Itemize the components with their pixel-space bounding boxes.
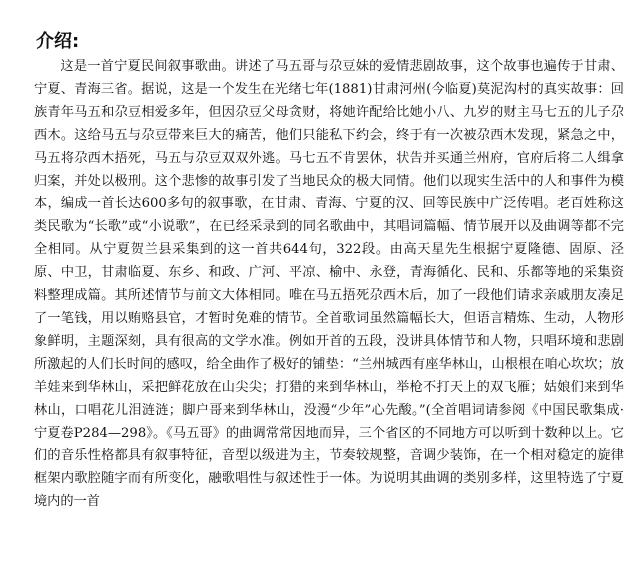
section-heading: 介绍: xyxy=(36,31,80,52)
cropped-bottom-mask xyxy=(34,544,624,556)
document-body xyxy=(34,30,624,556)
body-paragraph: 这是一首宁夏民间叙事歌曲。讲述了马五哥与尕豆妹的爱情悲剧故事，这个故事也遍传于甘肃、宁夏、青海三省。据说，这是一个发生在光绪七年(1881)甘肃河州(今临夏)莫泥沟村的真实故事：回族青年马五和尕豆相爱多年，但因尕豆父母贪财，将她许配给比她小八、九岁的财主马七五的儿子尕西木。这给马五与尕豆带来巨大的痛苦，他们只能私下约会，终于有一次被尕西木发现，紧急之中，马五将尕西木捂死，马五与尕豆双双外逃。马七五不肯罢休，状告并买通兰州府，官府后将二人缉拿归案，并处以极刑。这个悲惨的故事引发了当地民众的极大同情。他们以现实生活中的人和事件为模本，编成一首长达600多句的叙事歌，在甘肃、青海、宁夏的汉、回等民族中广泛传唱。老百姓称这类民歌为“长歌”或“小说歌”，在已经采录到的同名歌曲中，其唱词篇幅、情节展开以及曲调等都不完全相同。从宁夏贺兰县采集到的这一首共644句，322段。由高天星先生根据宁夏隆德、固原、泾原、中卫，甘肃临夏、东乡、和政、广河、平凉、榆中、永登，青海循化、民和、乐都等地的采集资料整理成篇。其所述情节与前文大体相同。唯在马五捂死尕西木后，加了一段他们请求亲戚朋友凑足了一笔钱，用以贿赂县官，才暂时免难的情节。全首歌词虽然篇幅长大，但语言精炼、生动，人物形象鲜明，主题深刻，具有很高的文学水准。例如开首的五段，没讲具体情节和人物，只唱环境和悲剧所激起的人们长时间的感叹，给全曲作了极好的铺垫：“兰州城西有座华林山，山根根在咱心坎坎；放羊娃来到华林山，采把鲜花放在山尖尖；打猎的来到华林山，举枪不打天上的双飞雁；姑娘们来到华林山，口唱花儿泪涟涟；脚户哥来到华林山，没漫“少年”心先酸。”(全首唱词请参阅《中国民歌集成·宁夏卷P284—298》。《马五哥》的曲调常常因地而异，三个省区的不同地方可以听到十数种以上。它们的音乐性格都具有叙事特征，音型以级进为主，节奏较规整，音调少装饰，在一个相对稳定的旋律框架内歌腔随字而有所变化，融歌唱性与叙述性于一体。为说明其曲调的类别多样，这里特选了宁夏境内的一首 xyxy=(34,59,624,510)
